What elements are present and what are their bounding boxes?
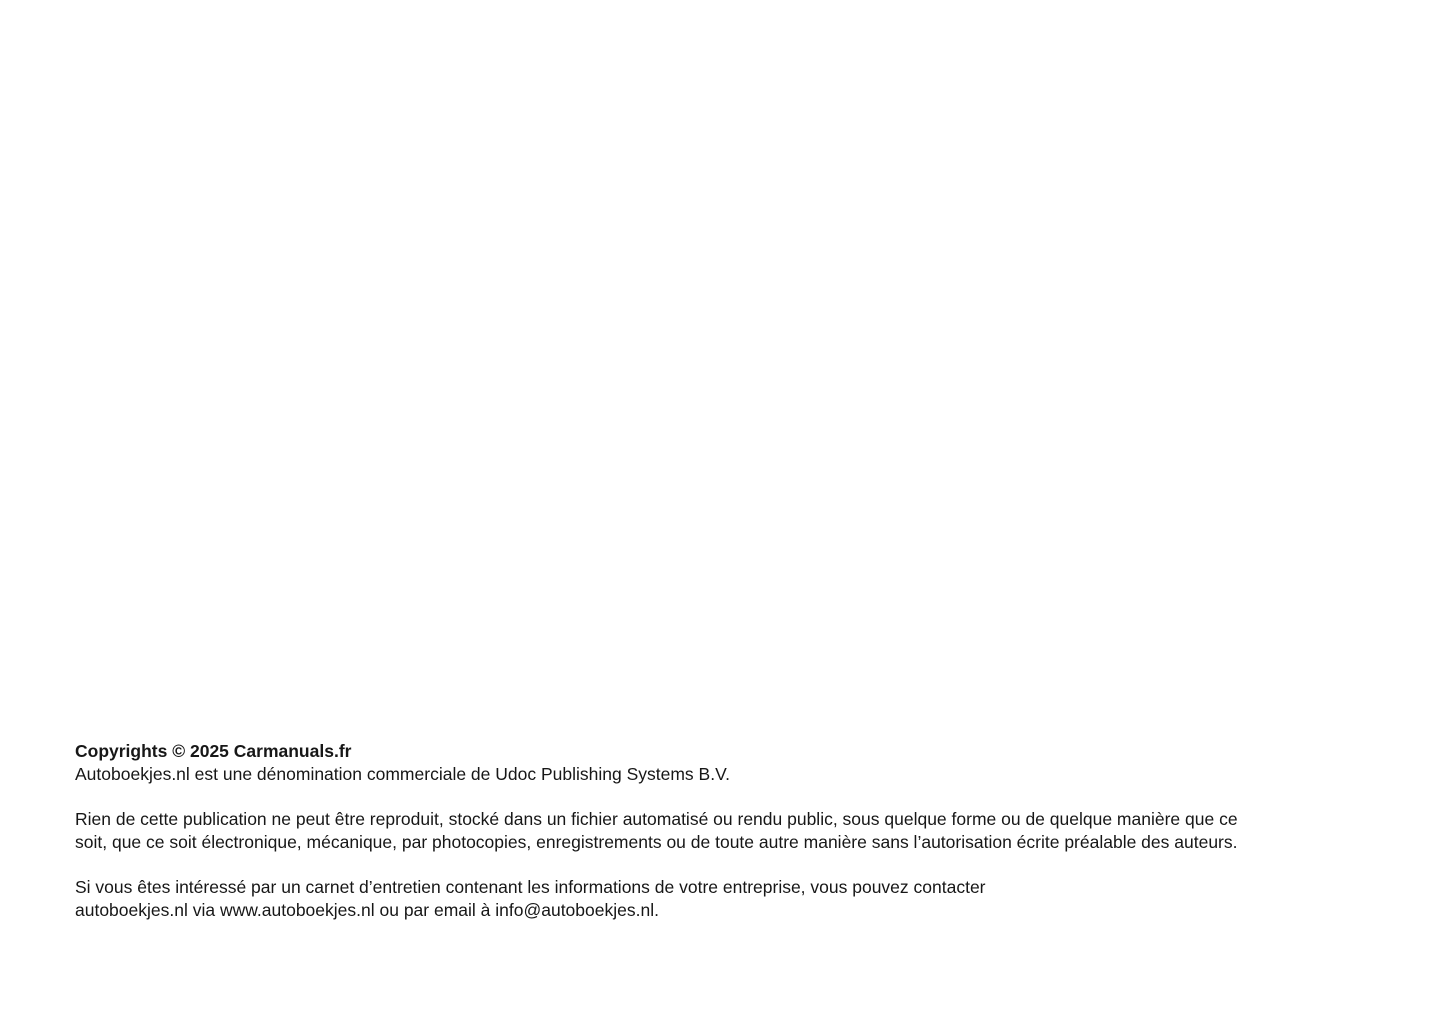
contact-info-line-1: Si vous êtes intéressé par un carnet d’entretien contenant les informations de votre entreprise, vous pouvez contacter <box>75 877 986 897</box>
reproduction-notice-line-1: Rien de cette publication ne peut être reproduit, stocké dans un fichier automatisé ou rendu public, sous quelque forme ou de quelque manière que ce <box>75 809 1238 829</box>
copyright-block <box>75 740 1238 922</box>
contact-info-line-2: autoboekjes.nl via www.autoboekjes.nl ou par email à info@autoboekjes.nl. <box>75 900 659 920</box>
copyright-title: Copyrights © 2025 Carmanuals.fr <box>75 741 352 761</box>
copyright-subtitle: Autoboekjes.nl est une dénomination commerciale de Udoc Publishing Systems B.V. <box>75 764 730 784</box>
reproduction-notice-line-2: soit, que ce soit électronique, mécanique, par photocopies, enregistrements ou de toute autre manière sans l’autorisation écrite préalable des auteurs. <box>75 832 1238 852</box>
paragraph-spacer <box>75 786 1238 808</box>
paragraph-spacer <box>75 854 1238 876</box>
